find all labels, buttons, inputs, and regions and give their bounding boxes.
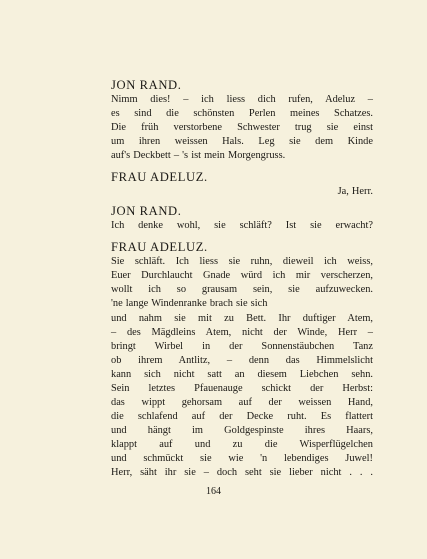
verse-line: Ja, Herr. [337,186,373,198]
verse-line: kann sich nicht satt an diesem Liebchen sehn. [111,368,373,380]
verse-line: klappt auf und zu die Wisperflügelchen [111,438,373,450]
verse-line: um ihren weissen Hals. Leg sie dem Kinde [111,136,373,148]
verse-line: und hängt im Goldgespinste ihres Haars, [111,424,373,436]
speaker-name: JON RAND. [111,78,182,92]
speaker-name: JON RAND. [111,204,182,219]
verse-line: und schmückt sie wie 'n lebendiges Juwel! [111,452,373,464]
verse-line: ob ihrem Antlitz, – denn das Himmelslicht [111,354,373,366]
verse-line: Sein letztes Pfauenauge schickt der Herbst: [111,382,373,394]
verse-line: auf's Deckbett – 's ist mein Morgengruss. [111,150,286,162]
verse-line: bringt Wirbel in der Sonnenstäubchen Tanz [111,340,373,352]
speaker-name: FRAU ADELUZ. [111,170,208,185]
verse-line: Sie schläft. Ich liess sie ruhn, dieweil ich weiss, [111,256,373,268]
verse-line: die schlafend auf der Decke ruht. Es flattert [111,410,373,422]
verse-line: Herr, säht ihr sie – doch seht sie lieber nicht . . . [111,467,373,479]
verse-line: Die früh verstorbene Schwester trug sie einst [111,122,373,134]
verse-line: – des Mägdleins Atem, nicht der Winde, Herr – [111,326,373,338]
page-number: 164 [206,486,221,497]
verse-line: wollt ich so grausam sein, sie aufzuwecken. [111,284,373,296]
verse-line: und nahm sie mit zu Bett. Ihr duftiger Atem, [111,312,373,324]
verse-line: es sind die schönsten Perlen meines Schatzes. [111,108,373,120]
verse-line: Nimm dies! – ich liess dich rufen, Adeluz – [111,94,373,105]
verse-line: Euer Durchlaucht Gnade würd ich mir verscherzen, [111,270,373,282]
verse-line: 'ne lange Windenranke brach sie sich [111,298,268,310]
verse-line: das wippt gehorsam auf der weissen Hand, [111,396,373,408]
speaker-name: FRAU ADELUZ. [111,240,208,255]
verse-line: Ich denke wohl, sie schläft? Ist sie erwacht? [111,220,373,232]
dialogue-text [111,78,373,480]
